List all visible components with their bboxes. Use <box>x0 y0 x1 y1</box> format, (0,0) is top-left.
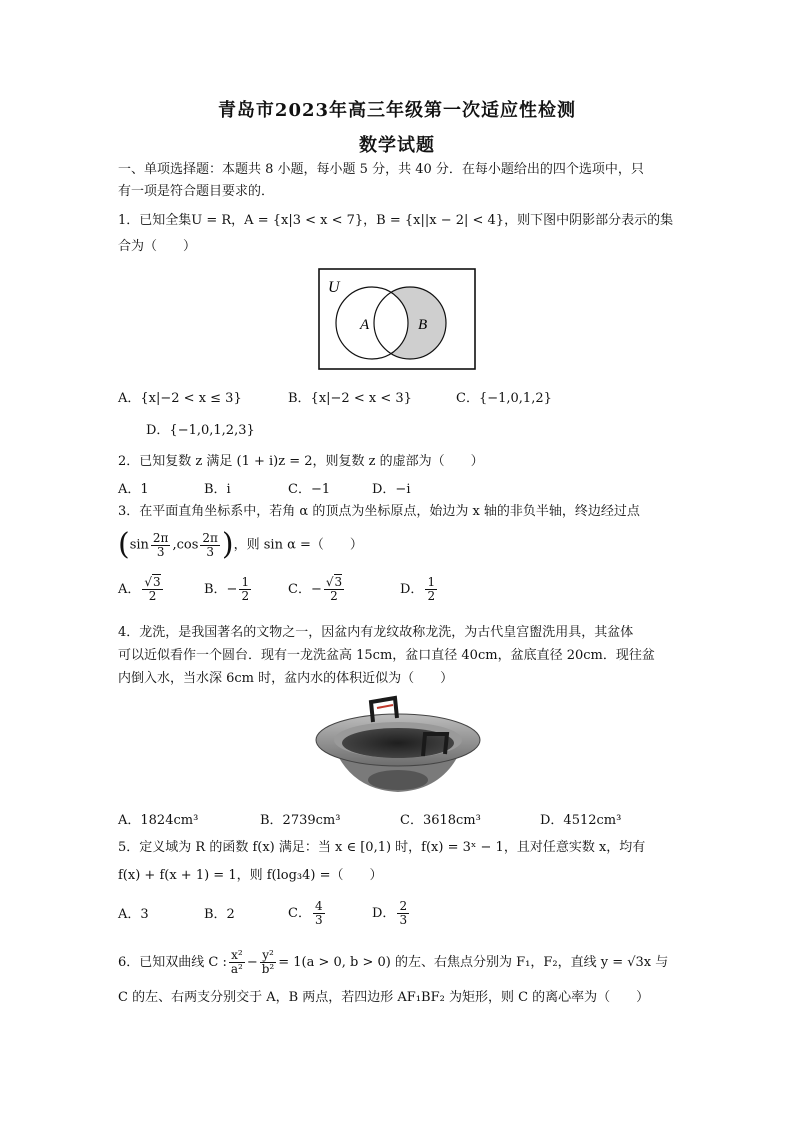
q5-option-b: B．2 <box>204 907 235 922</box>
q3-frac2-num: 2π <box>202 530 218 545</box>
q5-stem-line2: f(x) + f(x + 1) = 1，则 f(log₃4) =（ ） <box>118 868 383 883</box>
q1-stem-line1: 1．已知全集U = R，A = {x|3 < x < 7}，B = {x||x − 2| < 4}，则下图中阴影部分表示的集 <box>118 213 674 228</box>
q5-option-c: C． $\frac{4}{3}$ <box>288 899 323 927</box>
q4-option-b: B．2739cm³ <box>260 813 341 828</box>
venn-label-b: B <box>418 317 428 333</box>
q3-frac1-num: 2π <box>152 530 169 545</box>
q1-stem-line2: 合为（ ） <box>118 239 197 254</box>
q3-stem-line2: (sin $\frac{2\pi}{3}$ ,cos $\frac{2\pi}{3}$ )，则 sin α =（ ） <box>118 527 363 562</box>
q4-option-a: A．1824cm³ <box>118 813 199 828</box>
q2-option-a: A．1 <box>118 482 149 497</box>
page-subtitle: 数学试题 <box>359 135 435 156</box>
q6-stem-line2: C 的左、右两支分别交于 A，B 两点，若四边形 AF₁BF₂ 为矩形，则 C 的离心率为（ ） <box>118 990 650 1005</box>
q3-stem-line1: 3．在平面直角坐标系中，若角 α 的顶点为坐标原点，始边为 x 轴的非负半轴，终边经过点 <box>118 504 640 519</box>
venn-label-u: U <box>328 279 340 296</box>
q3-option-c: C．− $\frac{√3}{2}$ <box>288 575 343 603</box>
q3-stem-tail: ，则 sin α =（ ） <box>233 537 363 553</box>
venn-label-a: A <box>360 317 370 333</box>
q4-stem-line1: 4．龙洗，是我国著名的文物之一，因盆内有龙纹故称龙洗，为古代皇宫盥洗用具，其盆体 <box>118 625 634 640</box>
dragon-basin-image <box>313 688 483 804</box>
q3-option-b: B．− $\frac{1}{2}$ <box>204 575 250 603</box>
section-intro-line2: 有一项是符合题目要求的． <box>118 184 275 199</box>
venn-diagram <box>318 268 476 374</box>
q4-stem-line3: 内倒入水，当水深 6cm 时，盆内水的体积近似为（ ） <box>118 671 454 686</box>
q2-option-b: B．i <box>204 482 231 497</box>
q2-option-c: C．−1 <box>288 482 331 497</box>
q1-option-c: C．{−1,0,1,2} <box>456 391 552 406</box>
q3-frac1-den: 3 <box>156 544 165 559</box>
q1-option-a: A．{x|−2 < x ≤ 3} <box>118 391 242 406</box>
q5-option-a: A．3 <box>118 907 149 922</box>
section-intro-line1: 一、单项选择题：本题共 8 小题，每小题 5 分，共 40 分．在每小题给出的四个选项中，只 <box>118 162 644 177</box>
q4-option-d: D．4512cm³ <box>540 813 622 828</box>
q3-option-a: A． $\frac{√3}{2}$ <box>118 575 161 603</box>
q3-sin: sin <box>129 537 149 553</box>
q6-stem-line1: 6．已知双曲线 C : $\frac{\text{x²}}{\text{a²}}$ − $\frac{\text{y²}}{\text{b²}}$ = 1(a > 0, b > 0) 的左、右焦点分别为 F₁，F₂，直线 y = √3x 与 <box>118 948 669 976</box>
q3-frac2-den: 3 <box>206 544 214 559</box>
q5-option-d: D． $\frac{2}{3}$ <box>372 899 408 927</box>
page-title: 青岛市2023年高三年级第一次适应性检测 <box>217 100 577 121</box>
q4-option-c: C．3618cm³ <box>400 813 481 828</box>
q4-stem-line2: 可以近似看作一个圆台．现有一龙洗盆高 15cm，盆口直径 40cm，盆底直径 20cm．现往盆 <box>118 648 655 663</box>
q2-option-d: D．−i <box>372 482 411 497</box>
q3-option-d: D． $\frac{1}{2}$ <box>400 575 436 603</box>
q1-option-b: B．{x|−2 < x < 3} <box>288 391 412 406</box>
q1-option-d: D．{−1,0,1,2,3} <box>146 423 255 438</box>
q5-stem-line1: 5．定义域为 R 的函数 f(x) 满足：当 x ∈ [0,1) 时，f(x) = 3ˣ − 1，且对任意实数 x，均有 <box>118 840 646 855</box>
q3-cos: ,cos <box>172 537 199 553</box>
set-a-circle <box>336 287 408 359</box>
q2-stem: 2．已知复数 z 满足 (1 + i)z = 2，则复数 z 的虚部为（ ） <box>118 454 484 469</box>
